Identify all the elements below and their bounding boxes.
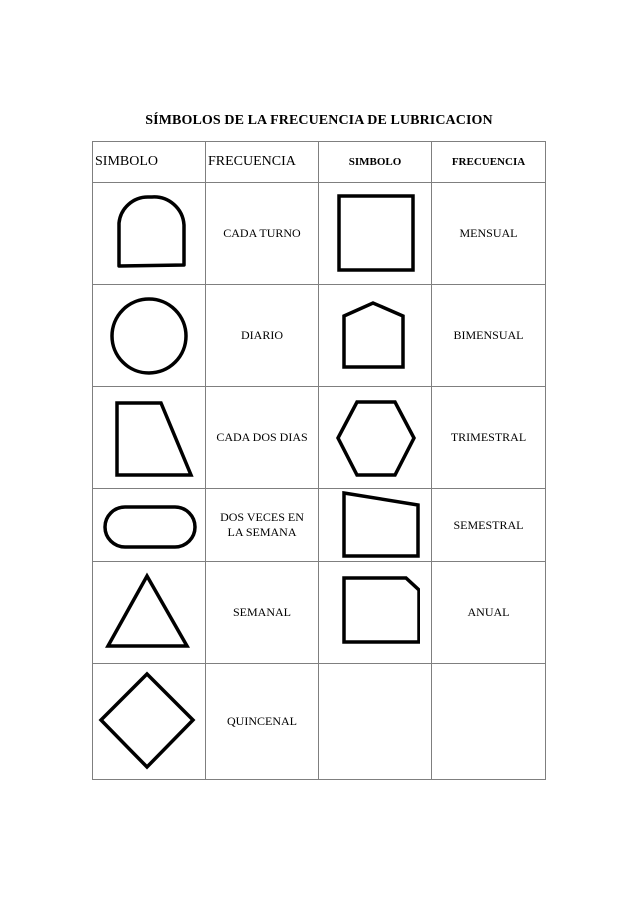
rounded-rectangle-icon [99, 495, 199, 555]
frequency-cell [432, 489, 546, 562]
table-row [93, 183, 546, 285]
frequency-cell [206, 664, 319, 780]
symbol-cell [319, 489, 432, 562]
frequency-cell [206, 562, 319, 664]
header-frequency-1: FRECUENCIA [206, 142, 319, 183]
symbol-cell [319, 285, 432, 387]
header-symbol-1: SIMBOLO [93, 142, 206, 183]
frequency-label: SEMANAL [232, 605, 291, 619]
symbol-cell [93, 285, 206, 387]
empty-symbol-cell [319, 664, 432, 780]
frequency-label: TRIMESTRAL [450, 430, 527, 444]
frequency-cell [206, 387, 319, 489]
frequency-label: BIMENSUAL [453, 328, 524, 342]
frequency-label: SEMESTRAL [453, 517, 524, 532]
trapezoid-icon [104, 393, 194, 483]
diamond-icon [94, 667, 204, 777]
frequency-cell [432, 285, 546, 387]
frequency-cell [432, 183, 546, 285]
triangle-icon [99, 568, 199, 658]
frequency-cell [206, 489, 319, 562]
frequency-label: MENSUAL [459, 226, 518, 240]
frequency-symbols-table [92, 141, 546, 780]
symbol-cell [93, 664, 206, 780]
symbol-cell [319, 387, 432, 489]
table-row [93, 664, 546, 780]
half-round-top-icon [104, 189, 194, 279]
empty-frequency-cell [432, 664, 546, 780]
square-icon [330, 189, 420, 279]
table-header-row [93, 142, 546, 183]
frequency-label: CADA DOS DIAS [216, 430, 308, 444]
table-row [93, 285, 546, 387]
table-row [93, 562, 546, 664]
symbol-cell [93, 562, 206, 664]
frequency-label: ANUAL [467, 605, 510, 619]
symbol-cell [93, 489, 206, 562]
frequency-cell [206, 285, 319, 387]
pentagon-icon [330, 291, 420, 381]
header-symbol-2: SIMBOLO [319, 142, 432, 183]
frequency-cell [206, 183, 319, 285]
cut-corner-square-icon [330, 568, 420, 658]
slanted-top-quadrilateral-icon [330, 489, 420, 561]
frequency-label: CADA TURNO [223, 226, 301, 240]
symbol-cell [319, 562, 432, 664]
table-row [93, 489, 546, 562]
hexagon-icon [325, 393, 425, 483]
frequency-label: QUINCENAL [227, 714, 297, 728]
frequency-label: DOS VECES EN LA SEMANA [220, 510, 304, 539]
circle-icon [104, 291, 194, 381]
header-frequency-2: FRECUENCIA [432, 142, 546, 183]
symbol-cell [93, 387, 206, 489]
symbol-cell [93, 183, 206, 285]
table-row [93, 387, 546, 489]
frequency-label: DIARIO [241, 328, 283, 342]
frequency-cell [432, 387, 546, 489]
frequency-cell [432, 562, 546, 664]
symbol-cell [319, 183, 432, 285]
page-title: SÍMBOLOS DE LA FRECUENCIA DE LUBRICACION [145, 113, 493, 128]
